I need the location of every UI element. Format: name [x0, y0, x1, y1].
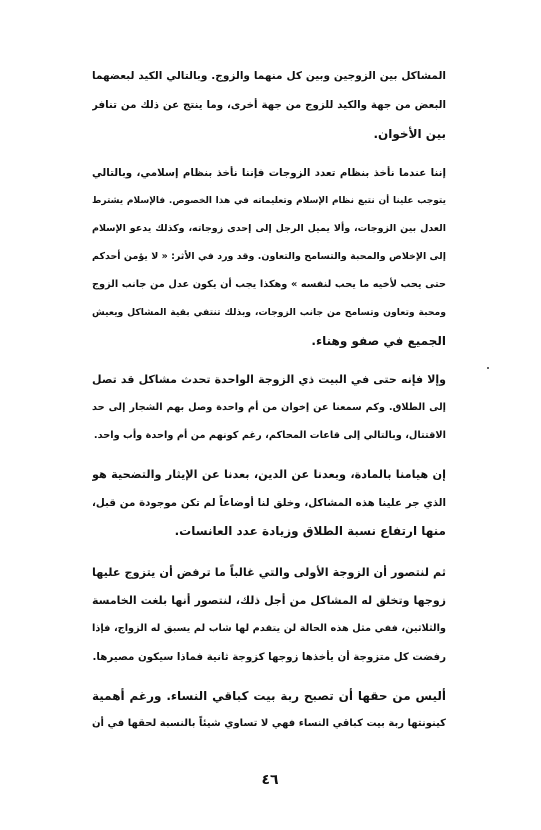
text-line: بين الأخوان.	[373, 127, 446, 141]
text-line: زوجها وتخلق له المشاكل من أجل ذلك، لنتصور أنها بلغت الخامسة	[92, 594, 446, 607]
page-number: ٤٦	[261, 772, 279, 788]
text-line: ثم لنتصور أن الزوجة الأولى والتي غالباً ما ترفض أن يتزوج عليها	[92, 566, 446, 579]
text-line: رفضت كل متزوجة أن يأخذها زوجها كزوجة ثانية فماذا سيكون مصيرها.	[92, 651, 446, 663]
text-line: ومحبة وتعاون وتسامح من جانب الزوجات، وبذلك تنتفي بقية المشاكل ويعيش	[92, 307, 446, 318]
text-line: والثلاثين، ففي مثل هذه الحالة لن يتقدم لها شاب لم يسبق له الزواج، فإذا	[92, 623, 446, 634]
text-line: إن هيامنا بالمادة، وبعدنا عن الدين، بعدنا عن الإيثار والتضحية هو	[92, 468, 446, 481]
text-line: الاقتتال، وبالتالي إلى قاعات المحاكم، رغم كونهم من أم واحدة وأب واحد.	[93, 430, 446, 441]
text-line: حتى يحب لأخيه ما يحب لنفسه » وهكذا يجب أن يكون عدل من جانب الزوج	[92, 279, 446, 290]
text-line: البعض من جهة والكيد للزوج من جهة أخرى، وما ينتج عن ذلك من تنافر	[92, 99, 446, 111]
text-line: العدل بين الزوجات، وألا يميل الرجل إلى إحدى زوجاته، وكذلك يدعو الإسلام	[92, 223, 446, 234]
text-line: الذي جر علينا هذه المشاكل، وخلق لنا أوضاعاً لم تكن موجودة من قبل،	[92, 497, 446, 509]
text-line: المشاكل بين الزوجين وبين كل منهما والزوج. وبالتالي الكيد لبعضهما	[92, 70, 446, 82]
text-line: إننا عندما نأخذ بنظام تعدد الزوجات فإننا نأخذ بنظام إسلامي، وبالتالي	[92, 167, 446, 179]
text-line: كينونتها ربة بيت كباقي النساء فهي لا تساوي شيئاً بالنسبة لحقها في أن	[92, 718, 446, 729]
text-line: الجميع في صفو وهناء.	[311, 334, 446, 348]
stray-dot	[487, 367, 489, 369]
text-line: وإلا فإنه حتى في البيت ذي الزوجة الواحدة تحدث مشاكل قد تصل	[92, 373, 446, 386]
text-line: أليس من حقها أن تصبح ربة بيت كباقي النساء. ورغم أهمية	[92, 689, 446, 703]
text-line: إلى الإخلاص والمحبة والتسامح والتعاون. وقد ورد في الأثر: « لا يؤمن أحدكم	[92, 251, 446, 262]
text-line: يتوجب علينا أن نتبع نظام الإسلام وتعليماته في هذا الخصوص. فالإسلام يشترط	[92, 196, 446, 206]
text-line: إلى الطلاق. وكم سمعنا عن إخوان من أم واحدة وصل بهم الشجار إلى حد	[92, 402, 446, 413]
text-line: منها ارتفاع نسبة الطلاق وزيادة عدد العانسات.	[174, 524, 446, 538]
